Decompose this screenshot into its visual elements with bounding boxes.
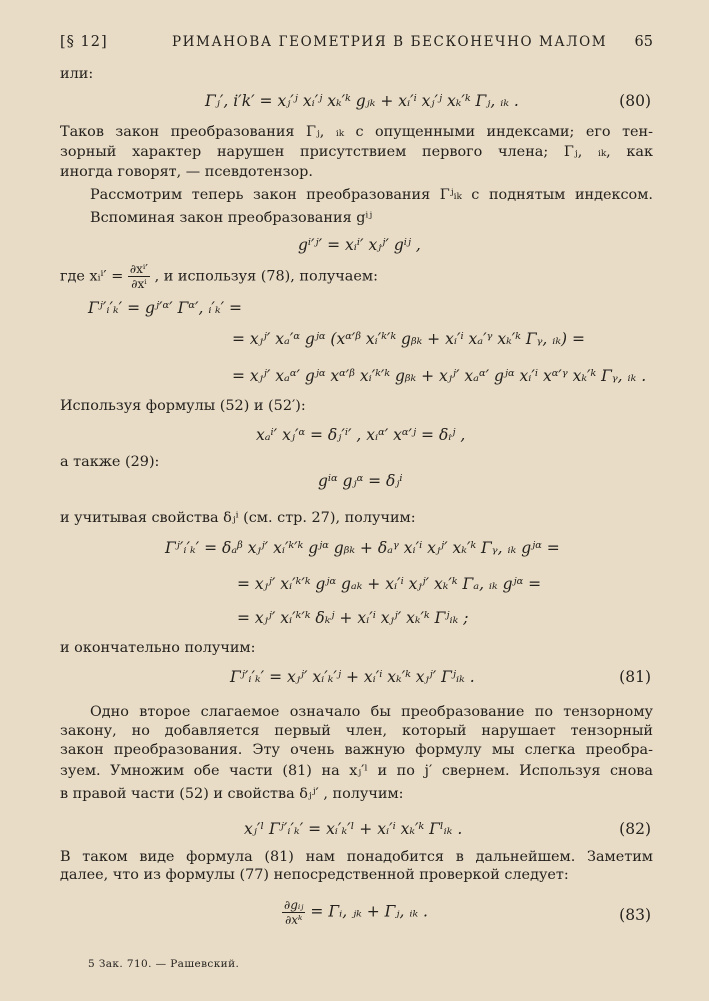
formula-g-transform: gⁱ′ʲ′ = xᵢⁱ′ xⱼʲ′ gⁱʲ , bbox=[298, 236, 421, 254]
text-line: Вспоминая закон преобразования gⁱʲ bbox=[90, 210, 373, 226]
formula-83-rest: = Γᵢ, ⱼₖ + Γⱼ, ᵢₖ . bbox=[310, 902, 428, 921]
equation-number-80: (80) bbox=[619, 92, 651, 110]
text-line: закон преобразования. Эту очень важную формулу мы слегка преобра- bbox=[60, 742, 653, 758]
page-number: 65 bbox=[634, 34, 653, 50]
fraction-denominator: ∂xᵏ bbox=[285, 913, 303, 927]
text-line: и окончательно получим: bbox=[60, 640, 256, 656]
text-line: В таком виде формула (81) нам понадобится в дальнейшем. Заметим bbox=[60, 849, 653, 865]
formula-delta-3: = xⱼʲ′ xᵢ′ᵏ′ᵏ δₖʲ + xᵢ′ⁱ xⱼʲ′ xₖ′ᵏ Γʲᵢₖ ; bbox=[237, 609, 469, 627]
text-line: зуем. Умножим обе части (81) на xⱼ′ˡ и по j′ свернем. Используя снова bbox=[60, 763, 653, 779]
formula-derivation-2: = xⱼʲ′ xₐ′ᵅ gʲᵅ (xᵅ′ᵝ xᵢ′ᵏ′ᵏ gᵦₖ + xᵢ′ⁱ xₐ′ᵞ xₖ′ᵏ Γᵧ, ᵢₖ) = bbox=[232, 330, 586, 348]
text-line: закону, но добавляется первый член, который нарушает тензорный bbox=[60, 723, 653, 739]
text-line: Используя формулы (52) и (52′): bbox=[60, 398, 306, 414]
formula-delta-1: Γʲ′ᵢ′ₖ′ = δₐᵝ xⱼʲ′ xᵢ′ᵏ′ᵏ gʲᵅ gᵦₖ + δₐᵞ xᵢ′ⁱ xⱼʲ′ xₖ′ᵏ Γᵧ, ᵢₖ gʲᵅ = bbox=[165, 539, 560, 557]
footer-print-note: 5 Зак. 710. — Рашевский. bbox=[88, 958, 240, 970]
fraction-numerator: ∂xⁱ′ bbox=[129, 262, 148, 276]
equation-number-82: (82) bbox=[619, 820, 651, 838]
text-line: в правой части (52) и свойства δⱼʲ′ , получим: bbox=[60, 786, 404, 802]
formula-29: gⁱᵅ gⱼᵅ = δⱼⁱ bbox=[318, 472, 403, 490]
formula-83 bbox=[282, 898, 428, 927]
formula-derivation-1: Γʲ′ᵢ′ₖ′ = gʲ′ᵅ′ Γᵅ′, ᵢ′ₖ′ = bbox=[88, 299, 243, 317]
section-mark: [§ 12] bbox=[60, 34, 108, 50]
text-line: а также (29): bbox=[60, 454, 160, 470]
text-line: зорный характер нарушен присутствием первого члена; Γⱼ, ᵢₖ, как bbox=[60, 144, 653, 160]
formula-80: Γⱼ′, i′k′ = xⱼ′ʲ xᵢ′ʲ xₖ′ᵏ gⱼₖ + xᵢ′ⁱ xⱼ′ʲ xₖ′ᵏ Γⱼ, ᵢₖ . bbox=[205, 92, 519, 110]
equation-number-83: (83) bbox=[619, 906, 651, 924]
running-header bbox=[60, 34, 653, 54]
text-line: иногда говорят, — псевдотензор. bbox=[60, 164, 313, 180]
where-line bbox=[60, 262, 378, 291]
text-line: и учитывая свойства δⱼⁱ (см. стр. 27), получим: bbox=[60, 510, 416, 526]
formula-delta-2: = xⱼʲ′ xᵢ′ᵏ′ᵏ gʲᵅ gₐₖ + xᵢ′ⁱ xⱼʲ′ xₖ′ᵏ Γₐ, ᵢₖ gʲᵅ = bbox=[237, 575, 542, 593]
text-line: Рассмотрим теперь закон преобразования Γʲᵢₖ с поднятым индексом. bbox=[90, 187, 653, 203]
partial-fraction bbox=[128, 262, 150, 291]
partial-fraction bbox=[282, 898, 305, 927]
fraction-numerator: ∂gᵢⱼ bbox=[284, 898, 304, 912]
fraction-denominator: ∂xⁱ bbox=[131, 277, 147, 291]
equation-number-81: (81) bbox=[619, 668, 651, 686]
formula-52: xₐⁱ′ xⱼ′ᵅ = δⱼ′ⁱ′ , xᵢᵅ′ xᵅ′ʲ = δᵢʲ , bbox=[256, 426, 466, 444]
formula-82: xⱼ′ˡ Γʲ′ᵢ′ₖ′ = xᵢ′ₖ′ˡ + xᵢ′ⁱ xₖ′ᵏ Γˡᵢₖ . bbox=[244, 820, 463, 838]
text-line: Таков закон преобразования Γⱼ, ᵢₖ с опущенными индексами; его тен- bbox=[60, 124, 653, 140]
formula-81: Γʲ′ᵢ′ₖ′ = xⱼʲ′ xᵢ′ₖ′ʲ + xᵢ′ⁱ xₖ′ᵏ xⱼʲ′ Γʲᵢₖ . bbox=[230, 668, 475, 686]
text-line: или: bbox=[60, 66, 94, 82]
text-line: Одно второе слагаемое означало бы преобразование по тензорному bbox=[90, 704, 653, 720]
where-prefix: где xᵢⁱ′ = bbox=[60, 268, 124, 285]
formula-derivation-3: = xⱼʲ′ xₐᵅ′ gʲᵅ xᵅ′ᵝ xᵢ′ᵏ′ᵏ gᵦₖ + xⱼʲ′ xₐᵅ′ gʲᵅ xᵢ′ⁱ xᵅ′ᵞ xₖ′ᵏ Γᵧ, ᵢₖ . bbox=[232, 367, 647, 385]
where-suffix: , и используя (78), получаем: bbox=[154, 268, 378, 285]
text-line: далее, что из формулы (77) непосредственной проверкой следует: bbox=[60, 867, 569, 883]
running-title: РИМАНОВА ГЕОМЕТРИЯ В БЕСКОНЕЧНО МАЛОМ bbox=[172, 34, 608, 50]
